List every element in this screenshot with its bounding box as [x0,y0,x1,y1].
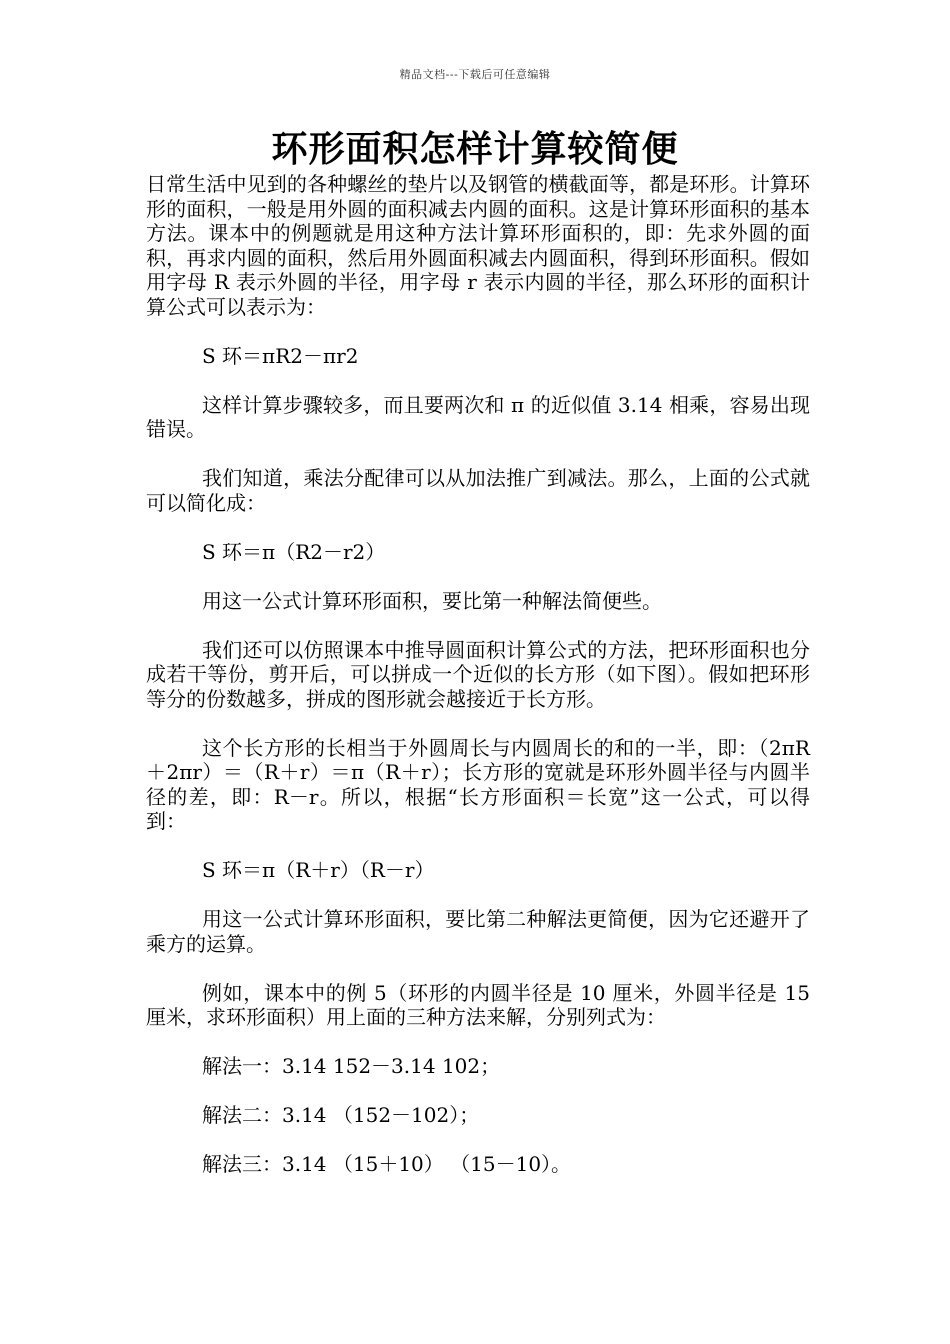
formula-basic: S 环＝πR2－πr2 [202,343,359,368]
paragraph-simplest: 用这一公式计算环形面积，要比第二种解法更简便，因为它还避开了乘方的运算。 [146,907,810,956]
formula-product: S 环＝π（R＋r）（R－r） [202,858,435,882]
page-header: 精品文档---下载后可任意编辑 [399,68,551,81]
solution-three: 解法三：3.14 （15＋10） （15－10）。 [202,1152,572,1176]
formula-simplified: S 环＝π（R2－r2） [202,539,386,564]
solution-two: 解法二：3.14 （152－102）； [202,1103,480,1127]
solution-one: 解法一：3.14 152－3.14 102； [202,1054,501,1078]
paragraph-rectangle-dimensions: 这个长方形的长相当于外圆周长与内圆周长的和的一半，即：（2πR＋2πr）＝（R＋r）＝π（R＋r）；长方形的宽就是环形外圆半径与内圆半径的差，即：R－r。所以，根据“长方形面积＝长宽”这一公式，可以得到： [146,735,810,833]
document-title: 环形面积怎样计算较简便 [271,128,679,170]
paragraph-drawback: 这样计算步骤较多，而且要两次和 π 的近似值 3.14 相乘，容易出现错误。 [146,392,810,441]
document-body [146,172,810,1177]
paragraph-example: 例如，课本中的例 5（环形的内圆半径是 10 厘米，外圆半径是 15 厘米，求环形面积）用上面的三种方法来解，分别列式为： [146,980,810,1029]
paragraph-intro: 日常生活中见到的各种螺丝的垫片以及钢管的横截面等，都是环形。计算环形的面积，一般是用外圆的面积减去内圆的面积。这是计算环形面积的基本方法。课本中的例题就是用这种方法计算环形面积的，即：先求外圆的面积，再求内圆的面积，然后用外圆面积减去内圆面积，得到环形面积。假如用字母 R 表示外圆的半径，用字母 r 表示内圆的半径，那么环形的面积计算公式可以表示为： [146,172,810,319]
paragraph-simpler: 用这一公式计算环形面积，要比第一种解法简便些。 [202,588,662,613]
paragraph-rectangle-method: 我们还可以仿照课本中推导圆面积计算公式的方法，把环形面积也分成若干等份，剪开后，可以拼成一个近似的长方形（如下图）。假如把环形等分的份数越多，拼成的图形就会越接近于长方形。 [146,637,810,711]
paragraph-distributive: 我们知道，乘法分配律可以从加法推广到减法。那么，上面的公式就可以简化成： [146,466,810,515]
